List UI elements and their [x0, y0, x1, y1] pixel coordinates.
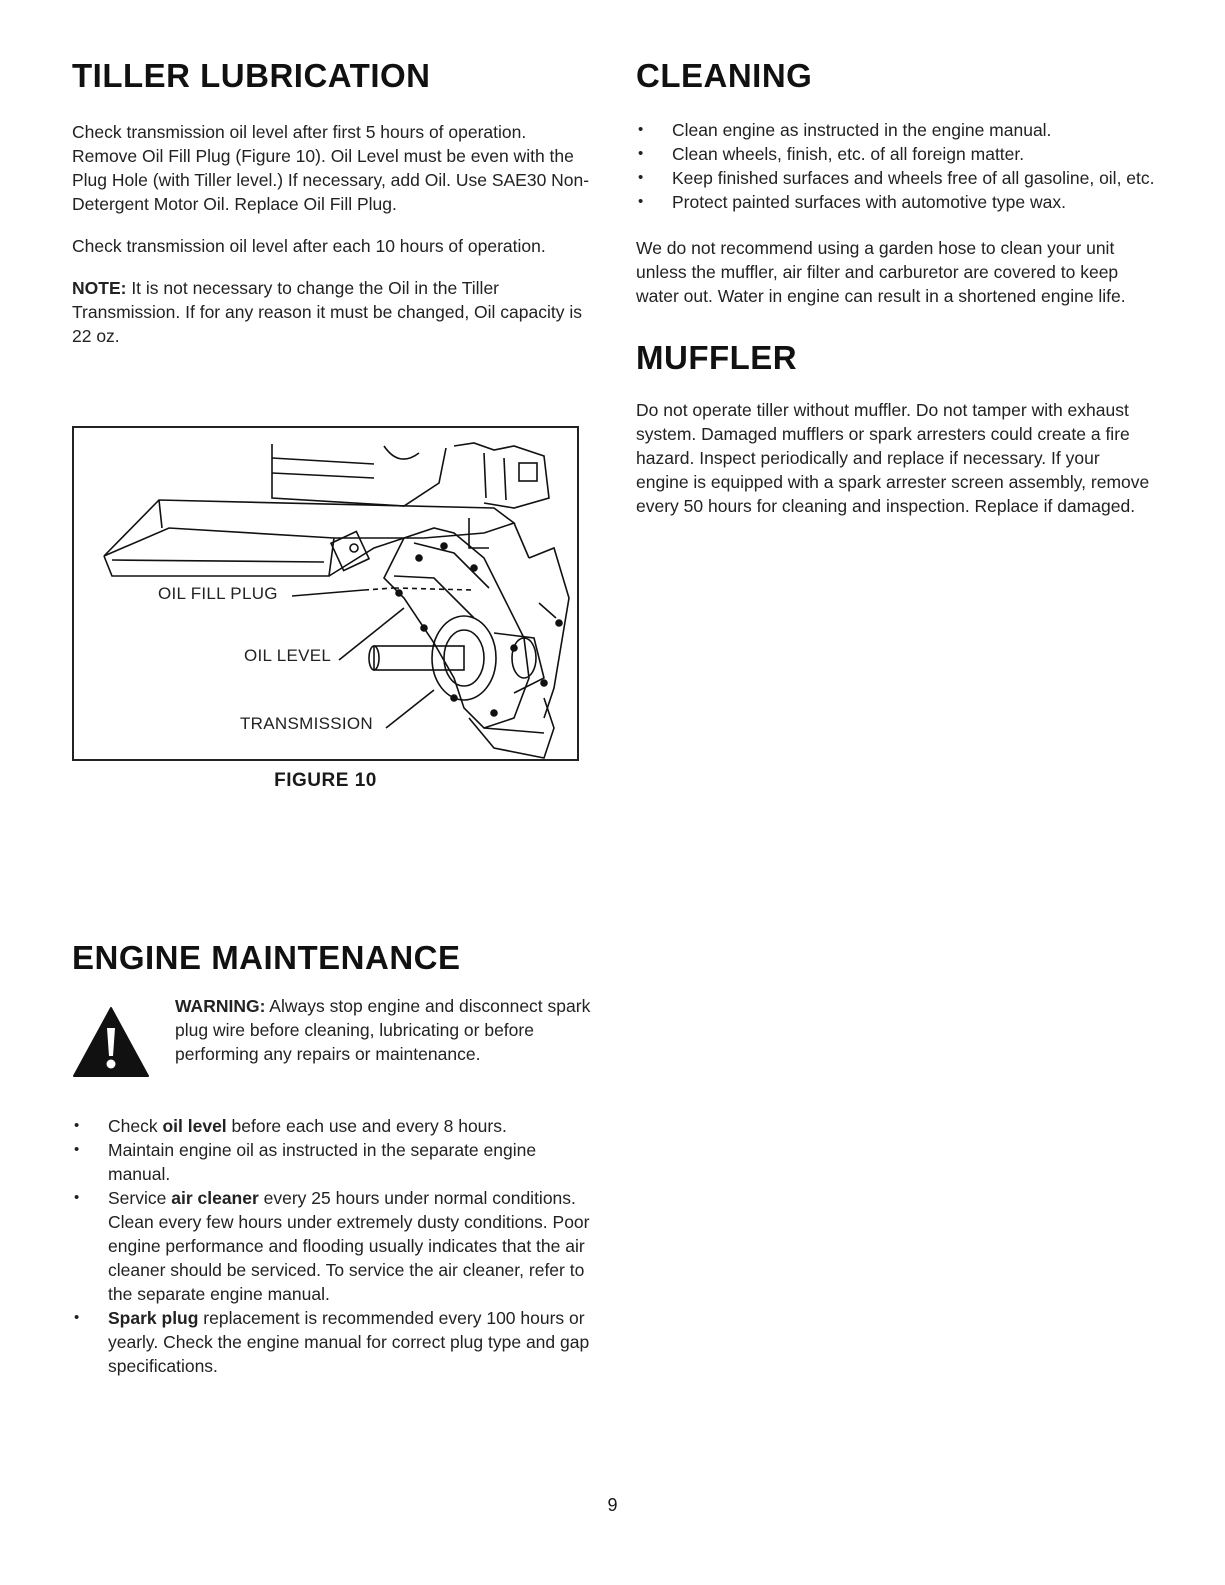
tiller-note — [72, 276, 592, 348]
cleaning-section — [636, 56, 1156, 518]
transmission-label: TRANSMISSION — [240, 714, 374, 733]
warning-triangle-icon — [72, 1006, 150, 1078]
cleaning-bullet-list — [636, 118, 1156, 214]
bullet-icon: • — [74, 1189, 80, 1206]
warning-text: WARNING: Always stop engine and disconnect spark plug wire before cleaning, lubricating or before performing any repairs or maintenance. — [175, 996, 591, 1064]
list-item: • Protect painted surfaces with automotive type wax. — [638, 192, 1066, 212]
list-item: • Maintain engine oil as instructed in the separate engine manual. — [74, 1140, 537, 1184]
figure-10-illustration — [72, 426, 579, 761]
bullet-icon: • — [74, 1141, 80, 1158]
cleaning-paragraph: We do not recommend using a garden hose to clean your unit unless the muffler, air filter and carburetor are covered to keep water out. Water in engine can result in a shortened engine life. — [636, 238, 1126, 306]
bullet-icon: • — [638, 121, 644, 138]
engine-bullet-list — [72, 1114, 592, 1378]
oil-fill-plug-label: OIL FILL PLUG — [158, 584, 278, 603]
note-text: It is not necessary to change the Oil in the Tiller Transmission. If for any reason it must be changed, Oil capacity is 22 oz. — [72, 278, 582, 346]
list-item: • Clean wheels, finish, etc. of all foreign matter. — [638, 144, 1025, 164]
list-item: • Spark plug replacement is recommended every 100 hours or yearly. Check the engine manual for correct plug type and gap specifications. — [74, 1308, 590, 1376]
warning-block — [72, 994, 592, 1094]
tiller-lubrication-section — [72, 56, 592, 348]
list-item: • Service air cleaner every 25 hours under normal conditions. Clean every few hours under extremely dusty conditions. Poor engine performance and flooding usually indicates that the air cleaner should be serviced. To service the air cleaner, refer to the separate engine manual. — [74, 1188, 590, 1304]
engine-maintenance-heading: ENGINE MAINTENANCE — [72, 939, 461, 976]
muffler-paragraph: Do not operate tiller without muffler. Do not tamper with exhaust system. Damaged mufflers or spark arresters could create a fire hazard. Inspect periodically and replace if necessary. If your engine is equipped with a spark arrester screen assembly, remove every 50 hours for cleaning and inspection. Replace if damaged. — [636, 400, 1150, 516]
cleaning-heading: CLEANING — [636, 57, 813, 94]
bullet-icon: • — [638, 145, 644, 162]
tiller-lubrication-heading: TILLER LUBRICATION — [72, 57, 431, 94]
engine-maintenance-section — [72, 938, 592, 1378]
note-label: NOTE: — [72, 278, 127, 298]
tiller-paragraph-1: Check transmission oil level after first 5 hours of operation. Remove Oil Fill Plug (Figure 10). Oil Level must be even with the Plug Hole (with Tiller level.) If necessary, add Oil. Use SAE30 Non-Detergent Motor Oil. Replace Oil Fill Plug. — [72, 122, 590, 214]
warning-label: WARNING: — [175, 996, 266, 1016]
bullet-icon: • — [638, 169, 644, 186]
muffler-heading: MUFFLER — [636, 339, 798, 376]
tiller-transmission-drawing — [74, 428, 579, 761]
bullet-icon: • — [74, 1117, 80, 1134]
list-item: • Keep finished surfaces and wheels free of all gasoline, oil, etc. — [638, 168, 1155, 188]
page-number: 9 — [607, 1495, 618, 1515]
bullet-icon: • — [638, 193, 644, 210]
list-item: • Clean engine as instructed in the engine manual. — [638, 120, 1052, 140]
bullet-icon: • — [74, 1309, 80, 1326]
figure-caption: FIGURE 10 — [274, 770, 377, 791]
oil-level-label: OIL LEVEL — [244, 646, 332, 665]
tiller-paragraph-2: Check transmission oil level after each 10 hours of operation. — [72, 236, 546, 256]
list-item: • Check oil level before each use and every 8 hours. — [74, 1116, 507, 1136]
